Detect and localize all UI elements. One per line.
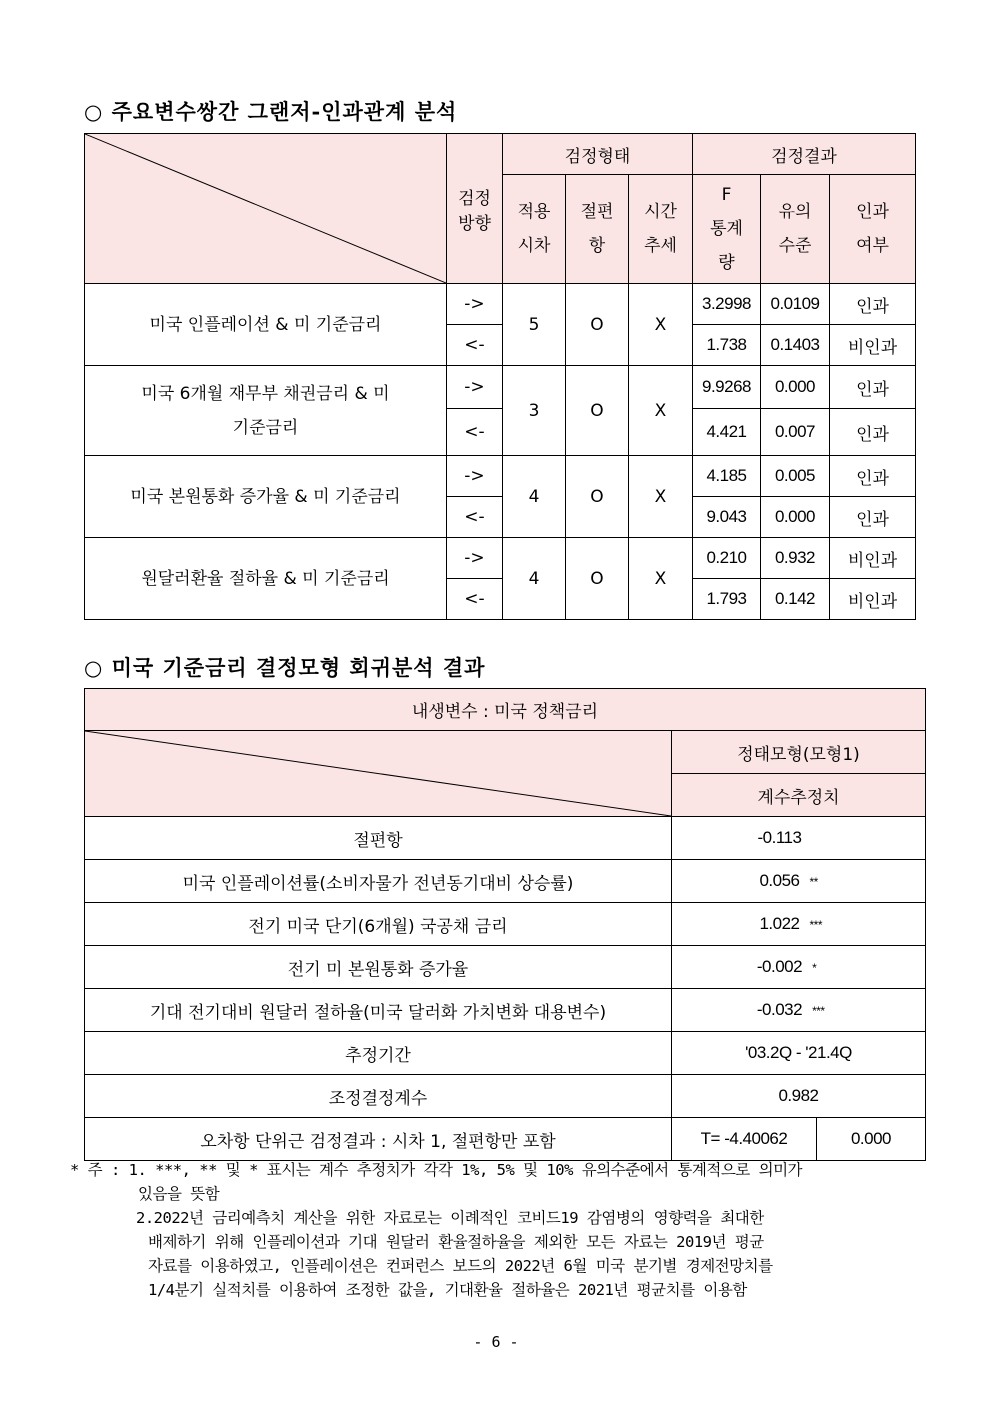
page-number: - 6 -: [473, 1333, 519, 1351]
coef-value: 0.056 **: [672, 860, 926, 903]
period-label: 추정기간: [85, 1032, 672, 1075]
trend-cell: X: [629, 284, 693, 366]
intercept-cell: O: [566, 538, 629, 620]
note-line: 자료를 이용하였고, 인플레이션은 컨퍼런스 보드의 2022년 6월 미국 분기별 경제전망치를: [148, 1257, 773, 1275]
trend-cell: X: [629, 366, 693, 456]
note-line: 배제하기 위해 인플레이션과 기대 원달러 환율절하율을 제외한 모든 자료는 2019년 평균: [148, 1233, 764, 1251]
note-line: 있음을 뜻함: [138, 1185, 220, 1203]
r2-label: 조정결정계수: [85, 1075, 672, 1118]
fstat-cell: 0.210: [693, 538, 761, 579]
note-line: * 주 : 1. ***, ** 및 * 표시는 계수 추정치가 각각 1%, 5% 및 10% 유의수준에서 통계적으로 의미가: [70, 1161, 803, 1179]
header-intercept: 절편 항: [566, 175, 629, 284]
granger-table: [84, 133, 916, 620]
direction-cell: ->: [447, 456, 503, 497]
causality-cell: 인과: [830, 409, 916, 456]
coef-value: -0.002 *: [672, 946, 926, 989]
pvalue-cell: 0.000: [761, 366, 830, 409]
pvalue-cell: 0.142: [761, 579, 830, 620]
fstat-cell: 3.2998: [693, 284, 761, 325]
trend-cell: X: [629, 456, 693, 538]
pair-label: 미국 6개월 재무부 채권금리 & 미 기준금리: [85, 366, 447, 456]
direction-cell: <-: [447, 325, 503, 366]
header-direction: 검정 방향: [447, 134, 503, 284]
direction-cell: ->: [447, 538, 503, 579]
coef-value: -0.032 ***: [672, 989, 926, 1032]
intercept-cell: O: [566, 366, 629, 456]
model-header: 정태모형(모형1): [672, 731, 926, 774]
fstat-cell: 1.738: [693, 325, 761, 366]
period-value: '03.2Q - '21.4Q: [672, 1032, 926, 1075]
header-fstat: F 통계 량: [693, 175, 761, 284]
section-title-regression: ○ 미국 기준금리 결정모형 회귀분석 결과: [84, 655, 486, 680]
diagonal-header-cell: [85, 134, 447, 284]
pair-label: 원달러환율 절하율 & 미 기준금리: [85, 538, 447, 620]
pvalue-cell: 0.1403: [761, 325, 830, 366]
header-lag: 적용 시차: [503, 175, 566, 284]
pvalue-cell: 0.932: [761, 538, 830, 579]
endogenous-variable: 내생변수 : 미국 정책금리: [85, 689, 926, 731]
direction-cell: <-: [447, 579, 503, 620]
direction-cell: <-: [447, 497, 503, 538]
lag-cell: 5: [503, 284, 566, 366]
note-line: 2.2022년 금리예측치 계산을 위한 자료로는 이례적인 코비드19 감염병의 영향력을 최대한: [136, 1209, 764, 1227]
causality-cell: 인과: [830, 497, 916, 538]
variable-label: 기대 전기대비 원달러 절하율(미국 달러화 가치변화 대용변수): [85, 989, 672, 1032]
pair-label: 미국 인플레이션 & 미 기준금리: [85, 284, 447, 366]
unitroot-t: T= -4.40062: [672, 1118, 817, 1161]
variable-label: 절편항: [85, 817, 672, 860]
direction-cell: <-: [447, 409, 503, 456]
pvalue-cell: 0.0109: [761, 284, 830, 325]
pvalue-cell: 0.005: [761, 456, 830, 497]
trend-cell: X: [629, 538, 693, 620]
fstat-cell: 9.9268: [693, 366, 761, 409]
lag-cell: 4: [503, 538, 566, 620]
variable-label: 전기 미 본원통화 증가율: [85, 946, 672, 989]
coef-header: 계수추정치: [672, 774, 926, 817]
lag-cell: 3: [503, 366, 566, 456]
variable-label: 전기 미국 단기(6개월) 국공채 금리: [85, 903, 672, 946]
causality-cell: 비인과: [830, 325, 916, 366]
section-title-granger: ○ 주요변수쌍간 그랜저-인과관계 분석: [84, 99, 458, 124]
causality-cell: 인과: [830, 366, 916, 409]
fstat-cell: 4.421: [693, 409, 761, 456]
direction-cell: ->: [447, 366, 503, 409]
lag-cell: 4: [503, 456, 566, 538]
causality-cell: 인과: [830, 284, 916, 325]
unitroot-p: 0.000: [817, 1118, 926, 1161]
pair-label: 미국 본원통화 증가율 & 미 기준금리: [85, 456, 447, 538]
header-significance: 유의 수준: [761, 175, 830, 284]
pvalue-cell: 0.000: [761, 497, 830, 538]
fstat-cell: 9.043: [693, 497, 761, 538]
intercept-cell: O: [566, 284, 629, 366]
causality-cell: 비인과: [830, 579, 916, 620]
variable-label: 미국 인플레이션률(소비자물가 전년동기대비 상승률): [85, 860, 672, 903]
header-trend: 시간 추세: [629, 175, 693, 284]
footnotes: [70, 1158, 925, 1302]
header-test-form: 검정형태: [503, 134, 693, 175]
pvalue-cell: 0.007: [761, 409, 830, 456]
header-causality: 인과 여부: [830, 175, 916, 284]
unitroot-label: 오차항 단위근 검정결과 : 시차 1, 절편항만 포함: [85, 1118, 672, 1161]
note-line: 1/4분기 실적치를 이용하여 조정한 값을, 기대환율 절하율은 2021년 평균치를 이용함: [148, 1281, 747, 1299]
intercept-cell: O: [566, 456, 629, 538]
diagonal-header-cell: [85, 731, 672, 817]
regression-table: [84, 688, 926, 1161]
causality-cell: 비인과: [830, 538, 916, 579]
direction-cell: ->: [447, 284, 503, 325]
causality-cell: 인과: [830, 456, 916, 497]
fstat-cell: 4.185: [693, 456, 761, 497]
r2-value: 0.982: [672, 1075, 926, 1118]
header-test-result: 검정결과: [693, 134, 916, 175]
coef-value: -0.113: [672, 817, 926, 860]
fstat-cell: 1.793: [693, 579, 761, 620]
coef-value: 1.022 ***: [672, 903, 926, 946]
